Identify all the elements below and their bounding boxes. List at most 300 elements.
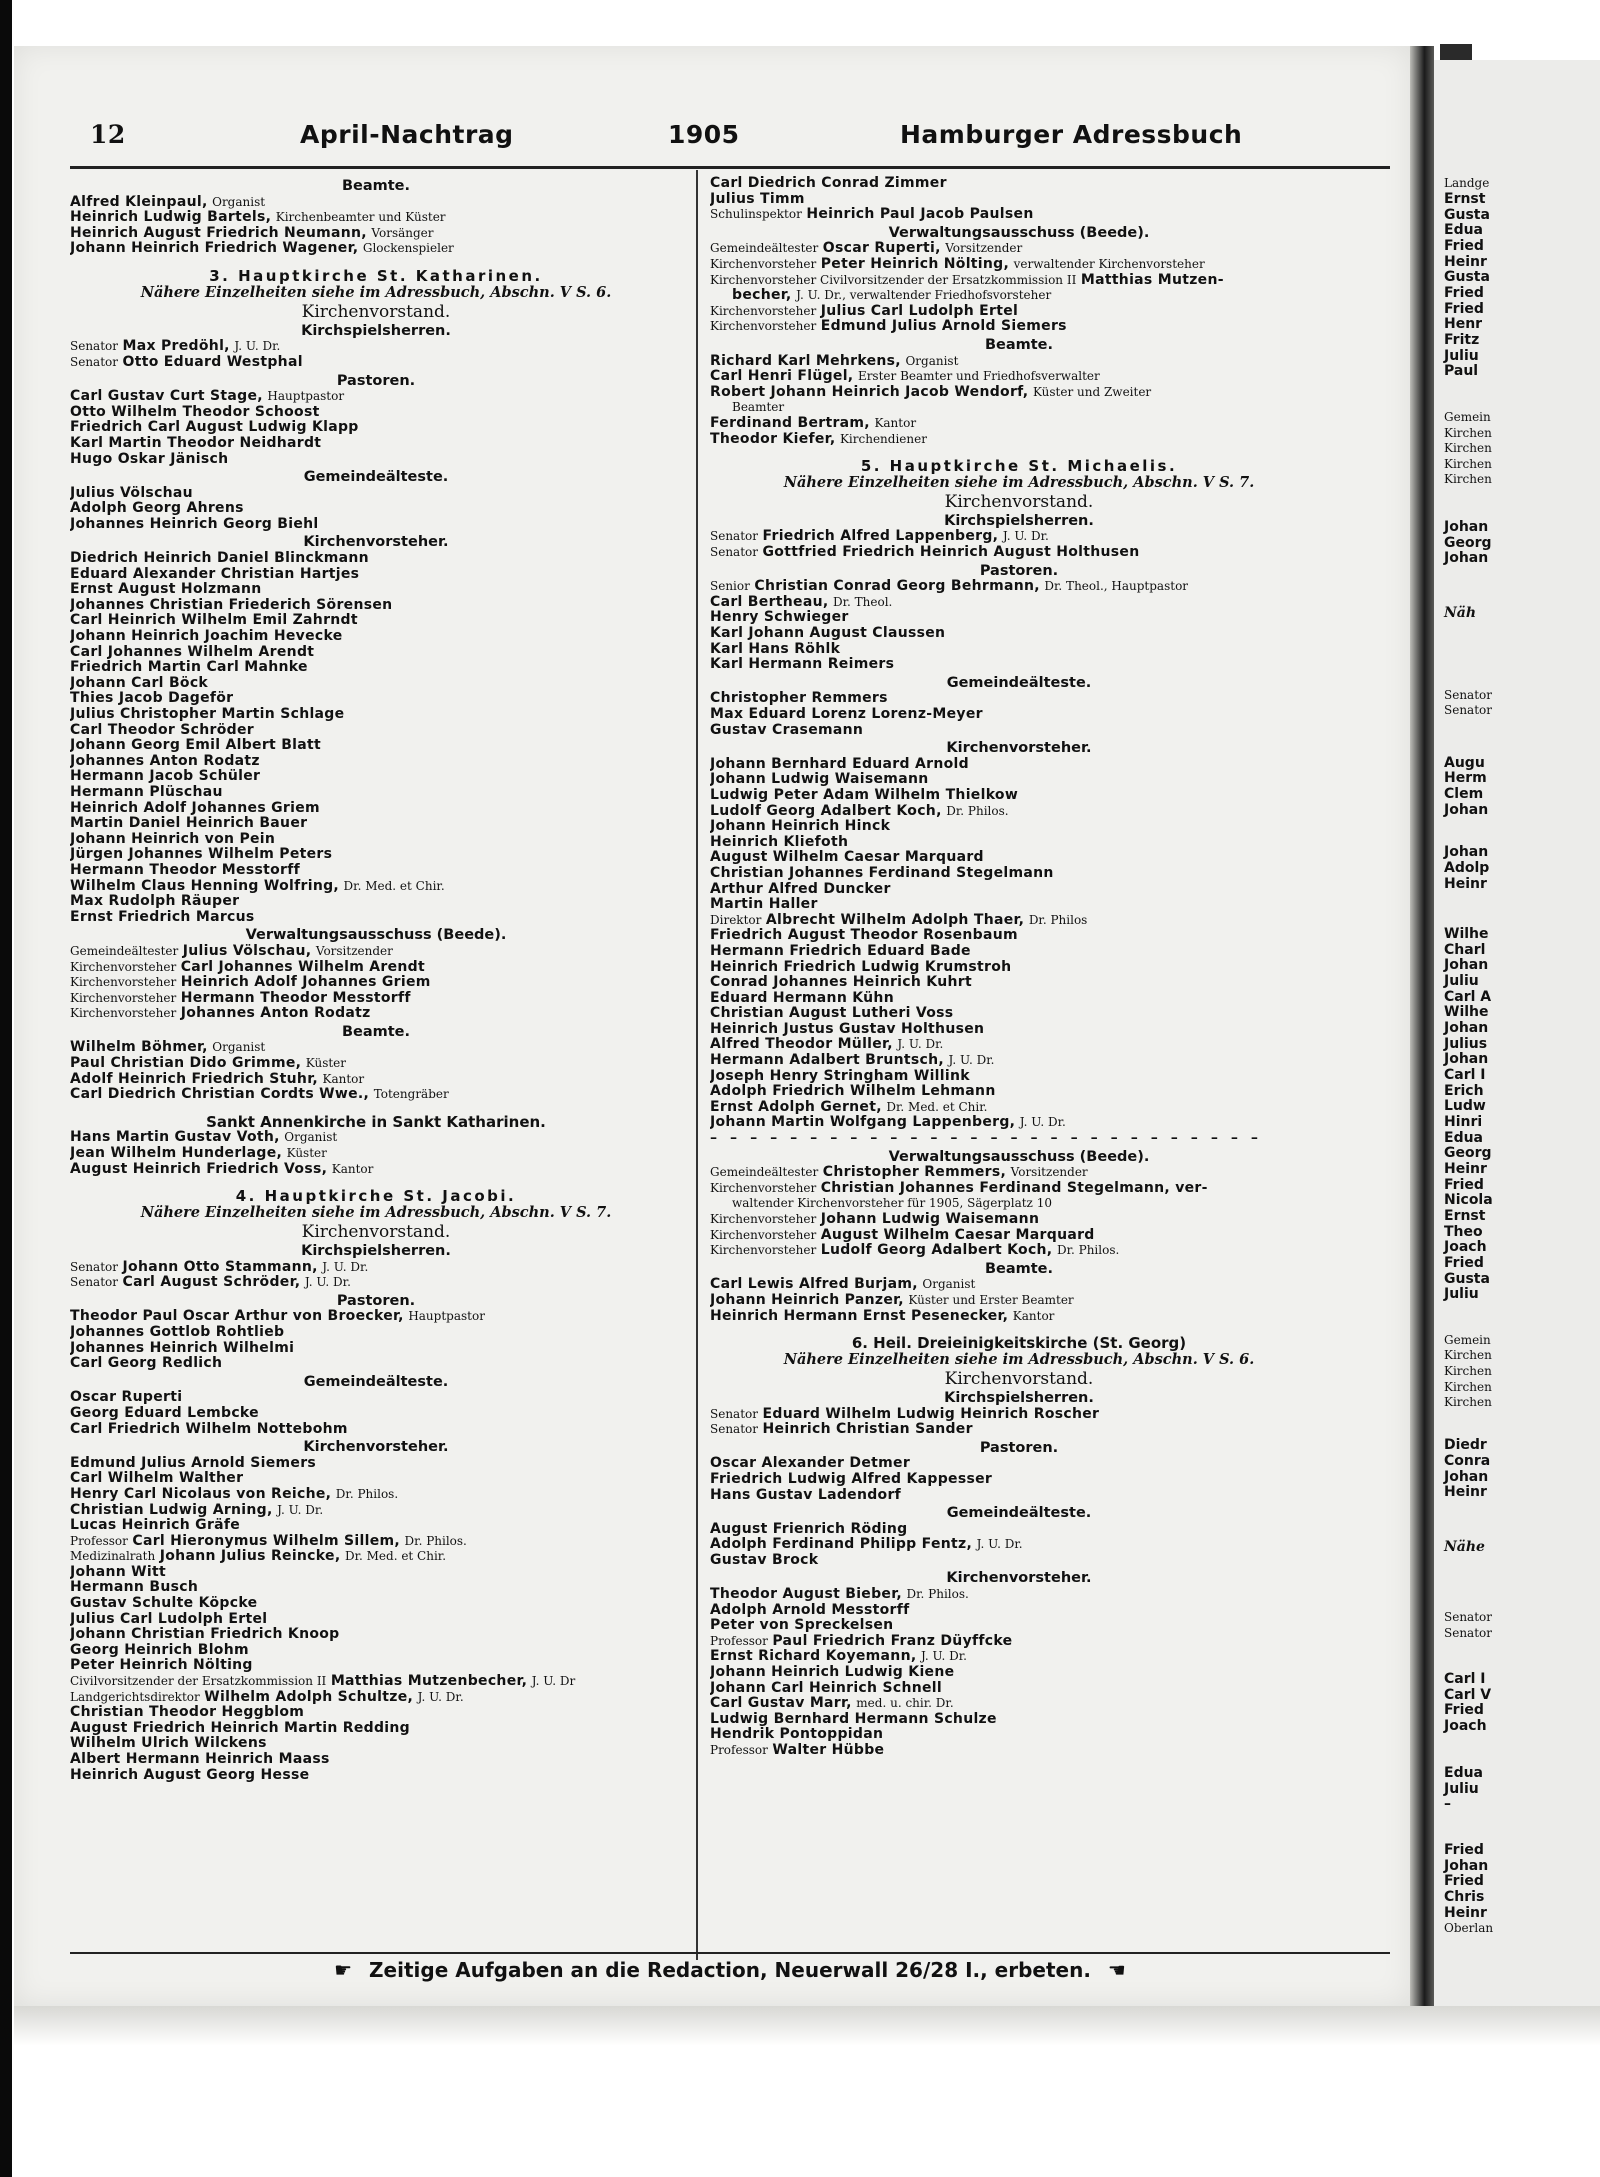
next-page-fragment: Kirchen — [1444, 472, 1492, 486]
publication-title: Hamburger Adressbuch — [900, 120, 1243, 149]
directory-entry — [70, 1752, 682, 1768]
entry-name: Wilhelm Claus Henning Wolfring, — [70, 878, 340, 894]
next-page-fragment: Gusta — [1444, 1271, 1490, 1287]
entry-name: Johann Martin Wolfgang Lappenberg, — [710, 1115, 1016, 1131]
directory-entry — [710, 1537, 1328, 1553]
directory-entry — [70, 355, 682, 371]
entry-name: Diedrich Heinrich Daniel Blinckmann — [70, 551, 369, 567]
pointing-hand-right-icon: ☛ — [334, 1958, 353, 1982]
entry-name: Hermann Theodor Messtorff — [180, 990, 411, 1006]
next-page-fragment: Augu — [1444, 755, 1485, 771]
directory-entry — [710, 207, 1328, 223]
directory-entry — [710, 1100, 1328, 1116]
entry-title: Küster und Erster Beamter — [908, 1292, 1074, 1307]
directory-entry — [70, 1309, 682, 1325]
directory-entry — [710, 850, 1328, 866]
directory-entry — [70, 1260, 682, 1276]
next-page-fragment: Fried — [1444, 285, 1484, 301]
dashed-separator: – – – – – – – – – – – – – – – – – – – – – – – – – – – – — [710, 1131, 1262, 1147]
entry-name: Albert Hermann Heinrich Maass — [70, 1752, 330, 1767]
directory-entry — [710, 1243, 1328, 1259]
entry-name: Max Predöhl, — [122, 339, 230, 355]
next-page-fragment: Heinr — [1444, 254, 1487, 270]
book-gutter — [1410, 46, 1434, 2006]
directory-entry — [70, 1705, 682, 1721]
entry-name: Johann Ludwig Waisemann — [820, 1212, 1040, 1227]
directory-entry — [70, 629, 682, 645]
directory-entry — [70, 1406, 682, 1422]
directory-entry — [710, 529, 1328, 545]
entry-name: Alfred Kleinpaul, — [70, 194, 208, 210]
next-page-fragment: Heinr — [1444, 1484, 1487, 1500]
entry-name: Karl Johann August Claussen — [710, 626, 946, 642]
entry-name: Peter von Spreckelsen — [710, 1618, 894, 1634]
directory-entry — [70, 660, 682, 676]
church-heading: 5. Hauptkirche St. Michaelis. — [860, 457, 1178, 476]
next-page-fragment: Carl A — [1444, 989, 1492, 1005]
next-page-fragment: Johan — [1444, 550, 1489, 566]
section-heading: Pastoren. — [979, 562, 1059, 579]
directory-entry — [710, 1634, 1328, 1650]
entry-title: med. u. chir. Dr. — [856, 1696, 954, 1711]
entry-prefix: Direktor — [710, 912, 762, 927]
directory-entry — [70, 1040, 682, 1056]
entry-name: Johann Heinrich Panzer, — [710, 1292, 904, 1308]
section-heading: Kirchenvorsteher. — [946, 1570, 1092, 1587]
directory-entry — [710, 707, 1328, 723]
entry-name: Ernst Adolph Gernet, — [710, 1099, 882, 1115]
entry-name: Martin Daniel Heinrich Bauer — [70, 816, 308, 832]
directory-entry — [710, 1553, 1328, 1569]
entry-title: Dr. Med. et Chir. — [344, 1549, 447, 1564]
directory-entry — [710, 1727, 1328, 1743]
section-heading: Pastoren. — [336, 1292, 416, 1309]
entry-name: Johann Christian Friedrich Knoop — [70, 1627, 340, 1643]
entry-title: Kirchendiener — [839, 431, 927, 446]
page-tab-mark — [1440, 44, 1472, 60]
entry-name: Carl Georg Redlich — [70, 1356, 223, 1372]
entry-prefix: Gemeindeältester — [710, 1165, 819, 1180]
directory-entry — [710, 176, 1328, 192]
entry-name: Johannes Gottlob Rohtlieb — [70, 1324, 285, 1340]
footer-rule — [70, 1952, 1390, 1954]
entry-name: Carl Lewis Alfred Burjam, — [710, 1277, 918, 1293]
next-page-fragment: Johan — [1444, 1469, 1489, 1485]
entry-name: Adolph Georg Ahrens — [70, 501, 244, 517]
next-page-fragment: Gusta — [1444, 269, 1490, 285]
directory-entry — [710, 944, 1328, 960]
directory-entry — [710, 1181, 1328, 1197]
directory-entry — [710, 757, 1328, 773]
section-heading: Kirchenvorsteher. — [303, 1439, 449, 1456]
directory-entry — [710, 579, 1328, 595]
entry-name: August Wilhelm Caesar Marquard — [710, 850, 984, 866]
entry-name: Johann Heinrich Hinck — [710, 819, 891, 835]
next-page-fragment: Kirchen — [1444, 1395, 1492, 1409]
entry-prefix: Senator — [710, 529, 758, 544]
entry-name: Georg Heinrich Blohm — [70, 1642, 249, 1658]
entry-name: Heinrich Adolf Johannes Griem — [180, 975, 431, 991]
directory-entry — [70, 582, 682, 598]
next-page-fragment: Juliu — [1444, 1286, 1479, 1302]
entry-name: Christopher Remmers — [710, 691, 888, 707]
next-page-fragment: Theo — [1444, 1224, 1483, 1240]
entry-name: Otto Wilhelm Theodor Schoost — [70, 404, 320, 420]
next-page-fragment: Landge — [1444, 176, 1490, 190]
entry-name: Heinrich Adolf Johannes Griem — [70, 800, 320, 816]
directory-entry — [70, 1162, 682, 1178]
entry-title: Vorsitzender — [315, 943, 393, 958]
entry-title: Dr. Philos. — [404, 1533, 467, 1548]
entry-name: Theodor Kiefer, — [710, 431, 836, 447]
entry-name: Ludolf Georg Adalbert Koch, — [710, 803, 942, 819]
entry-name: Wilhelm Ulrich Wilckens — [70, 1736, 267, 1752]
next-page-fragment: Juliu — [1444, 1781, 1479, 1797]
entry-name: Carl Bertheau, — [710, 594, 829, 610]
entry-name: Matthias Mutzenbecher, — [330, 1674, 528, 1690]
directory-entry — [710, 1165, 1328, 1181]
entry-name: Carl Heinrich Wilhelm Emil Zahrndt — [70, 613, 358, 629]
entry-title: Hauptpastor — [408, 1309, 485, 1324]
entry-title: Organist — [212, 194, 266, 209]
entry-name: Johannes Anton Rodatz — [180, 1006, 371, 1022]
directory-entry — [70, 226, 682, 242]
entry-name: Otto Eduard Westphal — [122, 354, 303, 370]
entry-title: Vorsitzender — [1010, 1165, 1088, 1180]
entry-name: Johann Georg Emil Albert Blatt — [70, 738, 321, 754]
entry-name: Max Rudolph Räuper — [70, 894, 240, 910]
entry-name: Carl Henri Flügel, — [710, 369, 854, 385]
entry-name: Johannes Heinrich Georg Biehl — [70, 516, 319, 532]
entry-name: Carl Hieronymus Wilhelm Sillem, — [132, 1533, 401, 1549]
board-heading: Kirchenvorstand. — [944, 492, 1094, 513]
directory-entry — [70, 991, 682, 1007]
directory-entry — [70, 1674, 682, 1690]
directory-entry — [710, 1212, 1328, 1228]
entry-name: Julius Völschau, — [182, 943, 312, 959]
next-page-fragment: Nicola — [1444, 1192, 1493, 1208]
directory-entry — [70, 1456, 682, 1472]
section-heading: Pastoren. — [979, 1439, 1059, 1456]
section-heading: Beamte. — [984, 1260, 1054, 1277]
entry-name: Johann Witt — [70, 1564, 166, 1580]
entry-title: verwaltender Kirchenvorsteher — [1013, 256, 1205, 271]
next-page-fragment: Fried — [1444, 1177, 1484, 1193]
directory-entry — [710, 304, 1328, 320]
entry-title: Dr. Philos. — [335, 1486, 399, 1501]
next-page-fragment: Kirchen — [1444, 426, 1492, 440]
entry-name: Hugo Oskar Jänisch — [70, 451, 229, 467]
entry-prefix: Medizinalrath — [70, 1549, 156, 1564]
next-page-strip — [1434, 60, 1600, 2006]
directory-entry — [70, 567, 682, 583]
directory-entry — [710, 991, 1328, 1007]
directory-entry — [710, 866, 1328, 882]
directory-entry — [710, 642, 1328, 658]
entry-name: Johann Ludwig Waisemann — [710, 772, 929, 788]
directory-entry — [70, 1768, 682, 1784]
directory-entry — [70, 1356, 682, 1372]
section-heading: Kirchspielsherren. — [944, 1389, 1094, 1406]
board-heading: Kirchenvorstand. — [301, 302, 451, 323]
entry-name: Wilhelm Böhmer, — [70, 1040, 208, 1056]
directory-entry — [70, 754, 682, 770]
directory-entry — [70, 1580, 682, 1596]
directory-entry — [70, 676, 682, 692]
entry-prefix: Kirchenvorsteher — [710, 1243, 817, 1258]
directory-entry — [70, 1471, 682, 1487]
directory-entry — [710, 1084, 1328, 1100]
next-page-fragment: Edua — [1444, 1130, 1483, 1146]
directory-entry — [70, 501, 682, 517]
section-heading: Gemeindeälteste. — [946, 1505, 1092, 1522]
entry-name: Hermann Theodor Messtorff — [70, 862, 300, 878]
entry-name: Carl Friedrich Wilhelm Nottebohm — [70, 1421, 348, 1437]
entry-name: Carl Johannes Wilhelm Arendt — [70, 644, 315, 660]
directory-entry — [70, 452, 682, 468]
year-label: 1905 — [668, 120, 740, 149]
church-heading: 6. Heil. Dreieinigkeitskirche (St. Georg) — [851, 1334, 1187, 1353]
next-page-fragment: Fried — [1444, 1255, 1484, 1271]
entry-name: Carl Wilhelm Walther — [70, 1471, 244, 1487]
entry-prefix: Kirchenvorsteher — [70, 1006, 177, 1021]
next-page-fragment: Fried — [1444, 1702, 1484, 1718]
page-bottom-shadow — [14, 2006, 1600, 2046]
entry-name: Julius Timm — [710, 191, 805, 207]
entry-title: Organist — [284, 1130, 338, 1145]
entry-name: Ferdinand Bertram, — [710, 415, 870, 431]
next-page-fragment: Carl I — [1444, 1067, 1486, 1083]
next-page-fragment: Johan — [1444, 844, 1489, 860]
directory-entry — [70, 1422, 682, 1438]
column-divider — [696, 170, 698, 1960]
entry-name: Karl Hermann Reimers — [710, 657, 895, 673]
section-heading: Pastoren. — [336, 372, 416, 389]
section-heading: Verwaltungsausschuss (Beede). — [888, 224, 1150, 241]
entry-name: Gustav Brock — [710, 1552, 819, 1568]
directory-entry — [710, 928, 1328, 944]
entry-prefix: Senator — [70, 354, 118, 369]
page-number: 12 — [90, 120, 126, 149]
entry-prefix: Senior — [710, 579, 750, 594]
entry-name: Carl Gustav Marr, — [710, 1696, 852, 1712]
directory-entry — [70, 1006, 682, 1022]
directory-entry — [710, 1587, 1328, 1603]
directory-entry — [70, 1341, 682, 1357]
directory-entry — [70, 738, 682, 754]
next-page-fragment: Fritz — [1444, 332, 1480, 348]
entry-name: Arthur Alfred Duncker — [710, 881, 891, 897]
directory-entry — [70, 1056, 682, 1072]
entry-title: Kantor — [874, 415, 917, 430]
left-column — [70, 176, 682, 1783]
next-page-fragment: Charl — [1444, 942, 1486, 958]
directory-entry — [70, 1721, 682, 1737]
next-page-fragment: Adolp — [1444, 860, 1490, 876]
entry-name: Theodor August Bieber, — [710, 1587, 902, 1603]
church-heading: Sankt Annenkirche in Sankt Katharinen. — [206, 1112, 546, 1131]
directory-entry — [70, 944, 682, 960]
entry-title: Kantor — [1012, 1308, 1055, 1323]
entry-prefix: Kirchenvorsteher — [70, 975, 177, 990]
directory-entry — [70, 1390, 682, 1406]
entry-name: Friedrich Carl August Ludwig Klapp — [70, 420, 359, 436]
directory-entry — [70, 517, 682, 533]
entry-name: Conrad Johannes Heinrich Kuhrt — [710, 975, 972, 991]
next-page-fragment: Johan — [1444, 1020, 1489, 1036]
entry-name: Julius Christopher Martin Schlage — [70, 707, 345, 722]
next-page-fragment: Georg — [1444, 1145, 1492, 1161]
directory-entry — [710, 319, 1328, 335]
directory-entry — [70, 975, 682, 991]
entry-name: Eduard Hermann Kühn — [710, 990, 894, 1006]
directory-entry — [70, 1658, 682, 1674]
entry-name: Johannes Christian Friederich Sörensen — [70, 597, 393, 613]
entry-title: Hauptpastor — [267, 389, 345, 404]
scan-left-edge — [0, 0, 12, 2177]
entry-title: Vorsänger — [371, 225, 434, 240]
directory-entry — [710, 657, 1328, 673]
entry-name: Henry Schwieger — [710, 610, 849, 626]
entry-name: Friedrich Alfred Lappenberg, — [762, 529, 999, 545]
entry-title: Organist — [212, 1040, 266, 1055]
entry-name: Albrecht Wilhelm Adolph Thaer, — [765, 912, 1025, 928]
entry-name: Friedrich Martin Carl Mahnke — [70, 660, 308, 676]
section-heading: Kirchenvorsteher. — [946, 740, 1092, 757]
entry-name: August Wilhelm Caesar Marquard — [820, 1227, 1095, 1243]
section-heading: Verwaltungsausschuss (Beede). — [245, 927, 507, 944]
next-page-fragment: Senator — [1444, 703, 1492, 717]
entry-prefix: Senator — [70, 1275, 118, 1290]
next-page-fragment: Clem — [1444, 786, 1484, 802]
directory-entry — [70, 613, 682, 629]
entry-name: Gottfried Friedrich Heinrich August Holthusen — [762, 545, 1140, 561]
entry-title: Dr. Med. et Chir. — [886, 1099, 988, 1114]
directory-entry — [710, 1293, 1328, 1309]
next-page-fragment: Joach — [1444, 1239, 1487, 1255]
church-heading: 4. Hauptkirche St. Jacobi. — [235, 1187, 517, 1206]
entry-name: Adolph Arnold Messtorff — [710, 1602, 910, 1618]
directory-entry — [70, 1534, 682, 1550]
section-heading: Gemeindeälteste. — [303, 469, 449, 486]
entry-title: J. U. Dr. — [322, 1259, 369, 1274]
entry-name: Adolph Friedrich Wilhelm Lehmann — [710, 1084, 996, 1100]
directory-entry — [70, 863, 682, 879]
entry-name: Hermann Busch — [70, 1580, 199, 1596]
entry-name: Carl Diedrich Conrad Zimmer — [710, 176, 947, 191]
next-page-fragment: Henr — [1444, 316, 1483, 332]
directory-entry — [70, 723, 682, 739]
entry-name: Thies Jacob Dageför — [70, 691, 234, 707]
entry-title: J. U. Dr. — [417, 1689, 464, 1704]
entry-name: Hermann Plüschau — [70, 784, 223, 800]
entry-title: Vorsitzender — [945, 241, 1023, 256]
pointing-hand-left-icon: ☚ — [1107, 1958, 1126, 1982]
next-page-fragment: Johan — [1444, 1858, 1489, 1874]
entry-name: Christian Johannes Ferdinand Stegelmann, ver- — [820, 1180, 1208, 1196]
entry-name: Hendrik Pontoppidan — [710, 1727, 884, 1743]
next-page-fragment: Wilhe — [1444, 1004, 1489, 1020]
directory-entry — [710, 1022, 1328, 1038]
entry-name: Richard Karl Mehrkens, — [710, 353, 901, 369]
directory-entry — [710, 960, 1328, 976]
entry-name: Eduard Wilhelm Ludwig Heinrich Roscher — [762, 1406, 1100, 1422]
entry-prefix: Gemeindeältester — [710, 241, 819, 256]
entry-name: Paul Christian Dido Grimme, — [70, 1056, 302, 1072]
board-heading: Kirchenvorstand. — [944, 1369, 1094, 1390]
entry-name: Carl Johannes Wilhelm Arendt — [180, 959, 425, 975]
directory-entry — [710, 1743, 1328, 1759]
section-heading: Beamte. — [341, 1023, 411, 1040]
section-heading: Beamte. — [341, 178, 411, 194]
next-page-fragment: Erich — [1444, 1083, 1484, 1099]
entry-prefix: Landgerichtsdirektor — [70, 1689, 200, 1704]
next-page-fragment: Gemein — [1444, 410, 1491, 424]
entry-name: Heinrich Paul Jacob Paulsen — [806, 207, 1034, 223]
entry-name: Georg Eduard Lembcke — [70, 1405, 259, 1421]
edition-label: April-Nachtrag — [300, 120, 514, 149]
directory-entry — [710, 1488, 1328, 1504]
entry-name: Gustav Crasemann — [710, 722, 864, 738]
directory-entry — [70, 801, 682, 817]
directory-entry — [710, 432, 1328, 448]
entry-title: J. U. Dr. — [897, 1037, 944, 1052]
directory-entry — [710, 1618, 1328, 1634]
entry-name: Johann Heinrich von Pein — [70, 831, 276, 847]
entry-name: Ernst Richard Koyemann, — [710, 1649, 917, 1665]
next-page-fragment: Carl V — [1444, 1687, 1492, 1703]
next-page-fragment: Herm — [1444, 770, 1487, 786]
next-page-fragment: Diedr — [1444, 1437, 1487, 1453]
directory-entry — [710, 400, 1328, 416]
directory-entry — [710, 1522, 1328, 1538]
next-page-fragment: Heinr — [1444, 1161, 1487, 1177]
next-page-fragment: Kirchen — [1444, 457, 1492, 471]
entry-title: Kirchenbeamter und Küster — [275, 210, 446, 225]
next-page-fragment: Näh — [1444, 605, 1477, 621]
directory-entry — [70, 436, 682, 452]
directory-entry — [710, 610, 1328, 626]
directory-entry — [70, 1146, 682, 1162]
directory-entry — [710, 772, 1328, 788]
directory-entry — [70, 1736, 682, 1752]
entry-name: August Heinrich Friedrich Voss, — [70, 1161, 328, 1177]
entry-prefix: Professor — [710, 1633, 768, 1648]
directory-entry — [710, 1456, 1328, 1472]
entry-name: Johann Heinrich Ludwig Kiene — [710, 1665, 955, 1681]
entry-name: Julius Carl Ludolph Ertel — [820, 303, 1019, 319]
entry-name: Julius Carl Ludolph Ertel — [70, 1611, 268, 1627]
entry-prefix: Kirchenvorsteher — [710, 303, 817, 318]
entry-prefix: Senator — [710, 1406, 758, 1421]
entry-name: Johann Heinrich Friedrich Wagener, — [70, 241, 359, 257]
entry-title: waltender Kirchenvorsteher für 1905, Sägerplatz 10 — [732, 1196, 1052, 1211]
entry-prefix: Kirchenvorsteher — [710, 1227, 817, 1242]
entry-name: Julius Völschau — [70, 485, 193, 501]
directory-entry — [710, 192, 1328, 208]
entry-name: Christian Ludwig Arning, — [70, 1502, 273, 1518]
entry-title: Dr. Philos — [1028, 912, 1088, 927]
directory-entry — [70, 1087, 682, 1103]
entry-name: Johann Otto Stammann, — [122, 1259, 318, 1275]
directory-entry — [70, 1325, 682, 1341]
entry-name: Carl Theodor Schröder — [70, 722, 254, 738]
next-page-fragment: Julius — [1444, 1036, 1488, 1052]
next-page-fragment: Johan — [1444, 519, 1489, 535]
next-page-fragment: Heinr — [1444, 1905, 1487, 1921]
entry-name: August Frienrich Röding — [710, 1521, 908, 1537]
next-page-fragment: Ernst — [1444, 191, 1486, 207]
